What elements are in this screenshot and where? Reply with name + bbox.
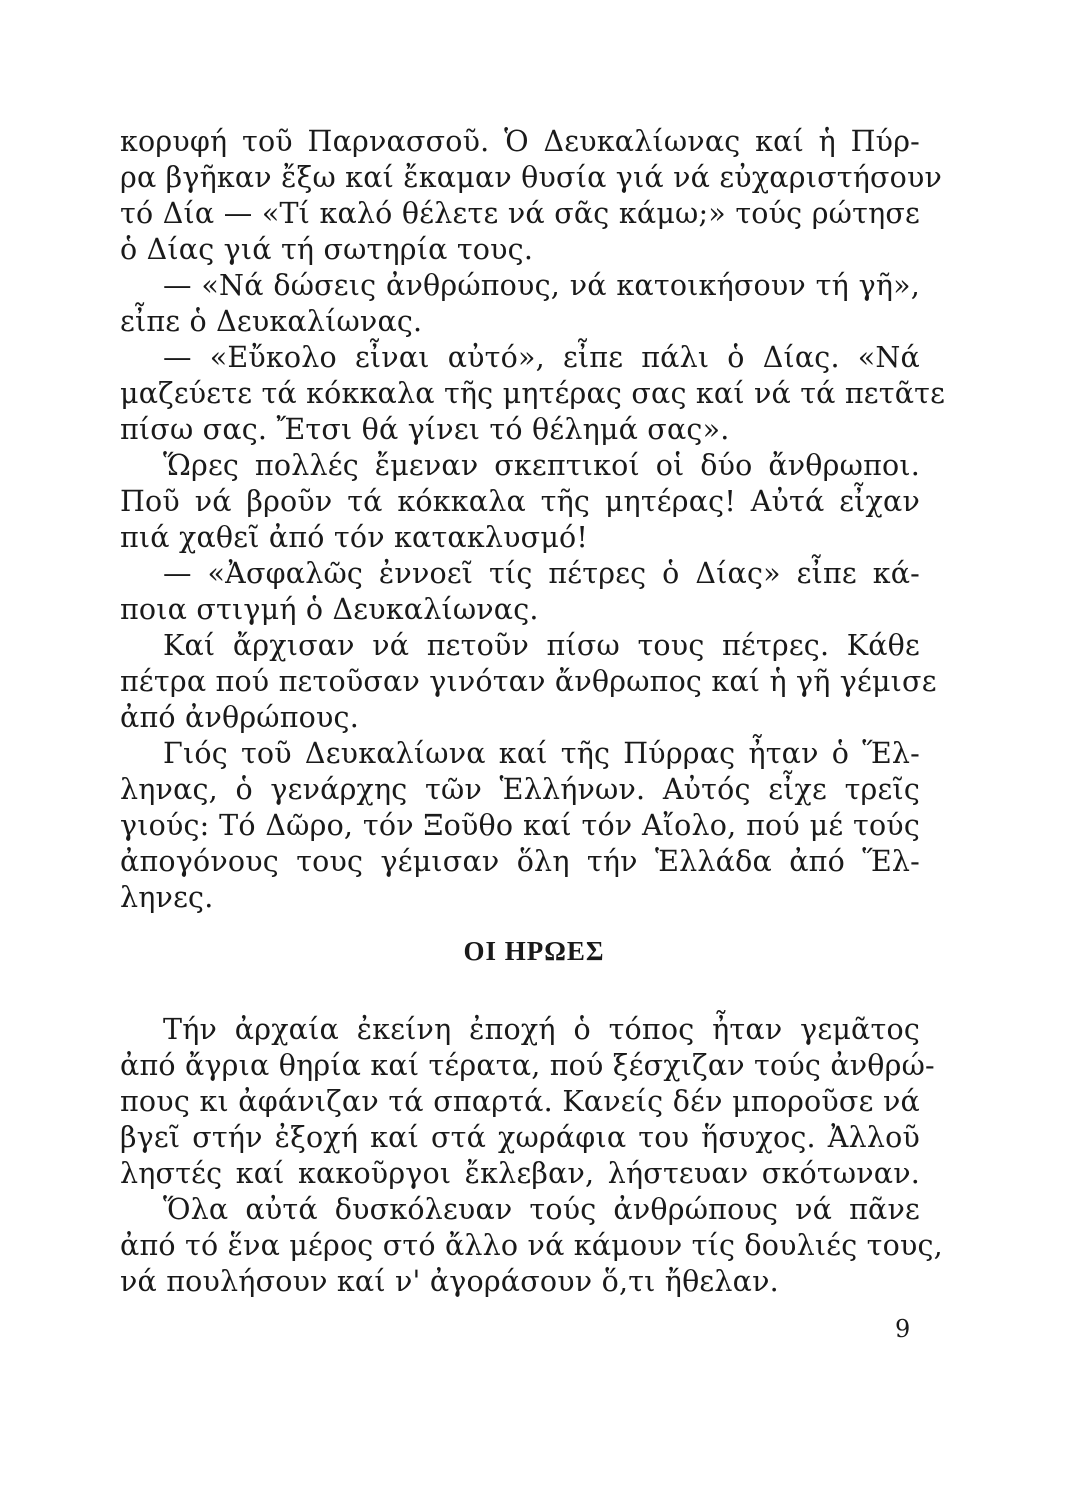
text-line: Καί ἄρχισαν νά πετοῦν πίσω τους πέτρες. Κάθε (163, 629, 920, 662)
text-line: ἀπό ἄγρια θηρία καί τέρατα, πού ξέσχιζαν τούς ἀνθρώ- (120, 1049, 935, 1082)
page-number: 9 (895, 1315, 911, 1343)
text-line: ληστές καί κακοῦργοι ἔκλεβαν, λήστευαν σκότωναν. (120, 1157, 920, 1190)
text-line: κορυφή τοῦ Παρνασσοῦ. Ὁ Δευκαλίωνας καί ἡ Πύρ- (120, 125, 920, 158)
text-line: βγεῖ στήν ἐξοχή καί στά χωράφια του ἥσυχος. Ἀλλοῦ (120, 1121, 920, 1154)
text-line: ληνες. (120, 881, 214, 914)
text-line: πίσω σας. Ἔτσι θά γίνει τό θέλημά σας». (120, 413, 730, 446)
text-line: — «Ἀσφαλῶς ἐννοεῖ τίς πέτρες ὁ Δίας» εἶπε κά- (163, 557, 920, 590)
text-line: Ὅλα αὐτά δυσκόλευαν τούς ἀνθρώπους νά πᾶνε (163, 1193, 920, 1226)
text-line: ἀπογόνους τους γέμισαν ὅλη τήν Ἑλλάδα ἀπό Ἕλ- (120, 845, 920, 878)
section-heading: ΟΙ ΗΡΩΕΣ (463, 936, 605, 966)
text-line: ρα βγῆκαν ἔξω καί ἔκαμαν θυσία γιά νά εὐχαριστήσουν (120, 161, 943, 194)
text-line: Τήν ἀρχαία ἐκείνη ἐποχή ὁ τόπος ἦταν γεμᾶτος (163, 1013, 920, 1046)
text-line: Ποῦ νά βροῦν τά κόκκαλα τῆς μητέρας! Αὐτά εἶχαν (120, 485, 920, 518)
text-line: ληνας, ὁ γενάρχης τῶν Ἑλλήνων. Αὐτός εἶχε τρεῖς (120, 773, 920, 806)
text-line: μαζεύετε τά κόκκαλα τῆς μητέρας σας καί νά τά πετᾶτε (120, 377, 946, 410)
text-line: ὁ Δίας γιά τή σωτηρία τους. (120, 233, 534, 266)
text-line: πιά χαθεῖ ἀπό τόν κατακλυσμό! (120, 521, 589, 554)
text-line: εἶπε ὁ Δευκαλίωνας. (120, 305, 423, 338)
text-line: ποια στιγμή ὁ Δευκαλίωνας. (120, 593, 539, 626)
text-line: — «Εὔκολο εἶναι αὐτό», εἶπε πάλι ὁ Δίας. «Νά (163, 341, 920, 374)
text-line: ἀπό ἀνθρώπους. (120, 701, 359, 734)
text-line: Ὥρες πολλές ἔμεναν σκεπτικοί οἱ δύο ἄνθρωποι. (163, 449, 920, 482)
text-line: — «Νά δώσεις ἀνθρώπους, νά κατοικήσουν τή γῆ», (163, 269, 920, 302)
text-line: γιούς: Τό Δῶρο, τόν Ξοῦθο καί τόν Αἴολο, πού μέ τούς (120, 809, 920, 842)
text-line: νά πουλήσουν καί ν' ἀγοράσουν ὅ,τι ἤθελαν. (120, 1265, 779, 1298)
text-line: Γιός τοῦ Δευκαλίωνα καί τῆς Πύρρας ἦταν ὁ Ἕλ- (163, 737, 920, 770)
text-line: πους κι ἀφάνιζαν τά σπαρτά. Κανείς δέν μποροῦσε νά (120, 1085, 920, 1118)
text-line: πέτρα πού πετοῦσαν γινόταν ἄνθρωπος καί ἡ γῆ γέμισε (120, 665, 937, 698)
text-line: τό Δία — «Τί καλό θέλετε νά σᾶς κάμω;» τούς ρώτησε (120, 197, 920, 230)
text-line: ἀπό τό ἕνα μέρος στό ἄλλο νά κάμουν τίς δουλιές τους, (120, 1229, 943, 1262)
